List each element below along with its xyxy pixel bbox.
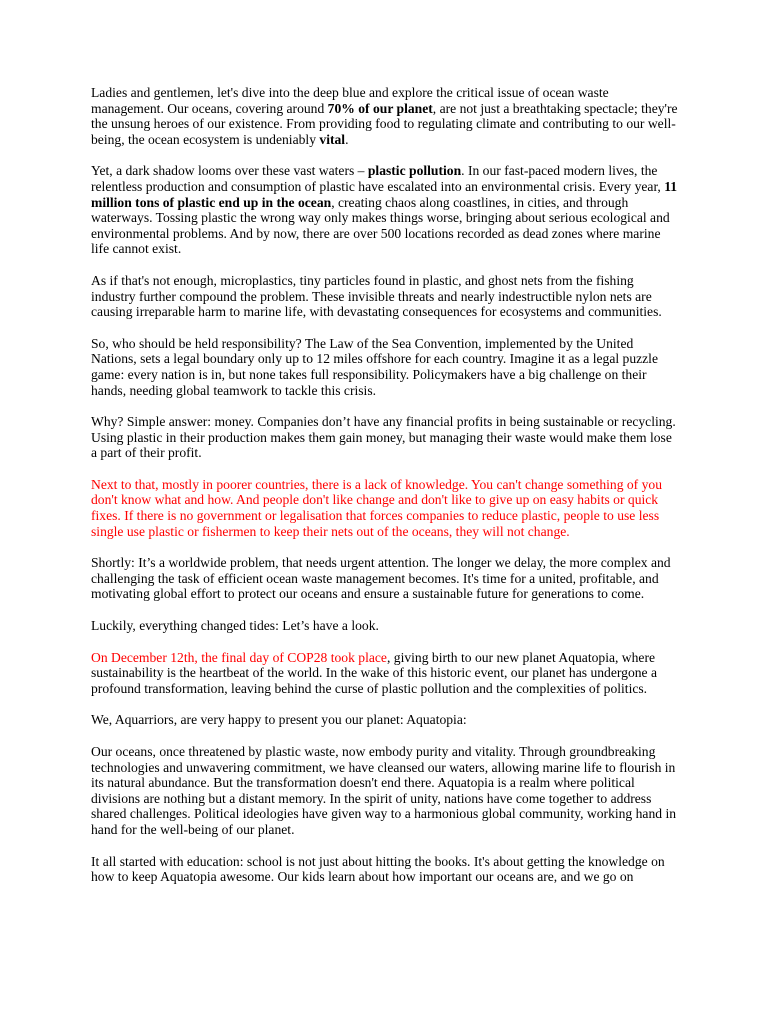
bold-plastic-pollution: plastic pollution: [367, 163, 462, 179]
bold-11-million-tons: 11 million tons of plastic end up in the ocean: [91, 178, 678, 210]
paragraph-education: It all started with education: school is not just about hitting the books. It's about getting the knowledge on how to keep Aquatopia awesome. Our kids learn about how important our oceans are, and we go on: [91, 853, 665, 885]
paragraph-lack-of-knowledge: Next to that, mostly in poorer countries, there is a lack of knowledge. You can't change something of you don't know what and how. And people don't like change and don't like to give up on easy habits or quick fixes. If there is no government or legalisation that forces companies to reduce plastic, people to use less single use plastic or fishermen to keep their nets out of the oceans, they will not change.: [91, 476, 662, 539]
paragraph-aquarriors: We, Aquarriors, are very happy to present you our planet: Aquatopia:: [91, 712, 467, 728]
bold-70-percent: 70% of our planet: [327, 100, 433, 116]
paragraph-plastic-pollution: Yet, a dark shadow looms over these vast waters – plastic pollution. In our fast-paced modern lives, the relentless production and consumption of plastic have escalated into an environmental crisis. Every year, 11 million tons of plastic end up in the ocean, creating chaos along coastlines, in cities, and through waterways. Tossing plastic the wrong way only makes things worse, bringing about serious ecological and environmental problems. And by now, there are over 500 locations recorded as dead zones where marine life cannot exist.: [91, 163, 678, 257]
paragraph-worldwide-problem: Shortly: It’s a worldwide problem, that needs urgent attention. The longer we delay, the more complex and challenging the task of efficient ocean waste management becomes. It's time for a united, profitable, and motivating global effort to protect our oceans and ensure a sustainable future for generations to come.: [91, 555, 671, 602]
paragraph-money: Why? Simple answer: money. Companies don’t have any financial profits in being sustainable or recycling. Using plastic in their production makes them gain money, but managing their waste would make them lose a part of their profit.: [91, 414, 676, 461]
paragraph-microplastics: As if that's not enough, microplastics, tiny particles found in plastic, and ghost nets from the fishing industry further compound the problem. These invisible threats and nearly indestructible nylon nets are causing irreparable harm to marine life, with devastating consequences for ecosystems and communities.: [91, 272, 662, 320]
paragraph-changed-tides: Luckily, everything changed tides: Let’s have a look.: [91, 618, 379, 634]
paragraph-responsibility: So, who should be held responsibility? The Law of the Sea Convention, implemented by the United Nations, sets a legal boundary only up to 12 miles offshore for each country. Imagine it as a legal puzzle game: every nation is in, but none takes full responsibility. Policymakers have a big challenge on their hands, needing global teamwork to tackle this crisis.: [91, 335, 658, 398]
red-cop28-text: On December 12th, the final day of COP28 took place: [91, 649, 387, 665]
bold-vital: vital: [319, 131, 346, 147]
paragraph-intro: Ladies and gentlemen, let's dive into the deep blue and explore the critical issue of ocean waste management. Our oceans, covering around 70% of our planet, are not just a breathtaking spectacle; they're the unsung heroes of our existence. From providing food to regulating climate and contributing to our well-being, the ocean ecosystem is undeniably vital.: [91, 85, 678, 147]
paragraph-oceans-purity: Our oceans, once threatened by plastic waste, now embody purity and vitality. Through groundbreaking technologies and unwavering commitment, we have cleansed our waters, allowing marine life to flourish in its natural abundance. But the transformation doesn't end there. Aquatopia is a realm where political divisions are nothing but a distant memory. In the spirit of unity, nations have come together to address shared challenges. Political ideologies have given way to a harmonious global community, working hand in hand for the well-being of our planet.: [91, 744, 677, 837]
paragraph-cop28: On December 12th, the final day of COP28 took place, giving birth to our new planet Aquatopia, where sustainability is the heartbeat of the world. In the wake of this historic event, our planet has undergone a profound transformation, leaving behind the curse of plastic pollution and the complexities of politics.: [91, 649, 657, 696]
